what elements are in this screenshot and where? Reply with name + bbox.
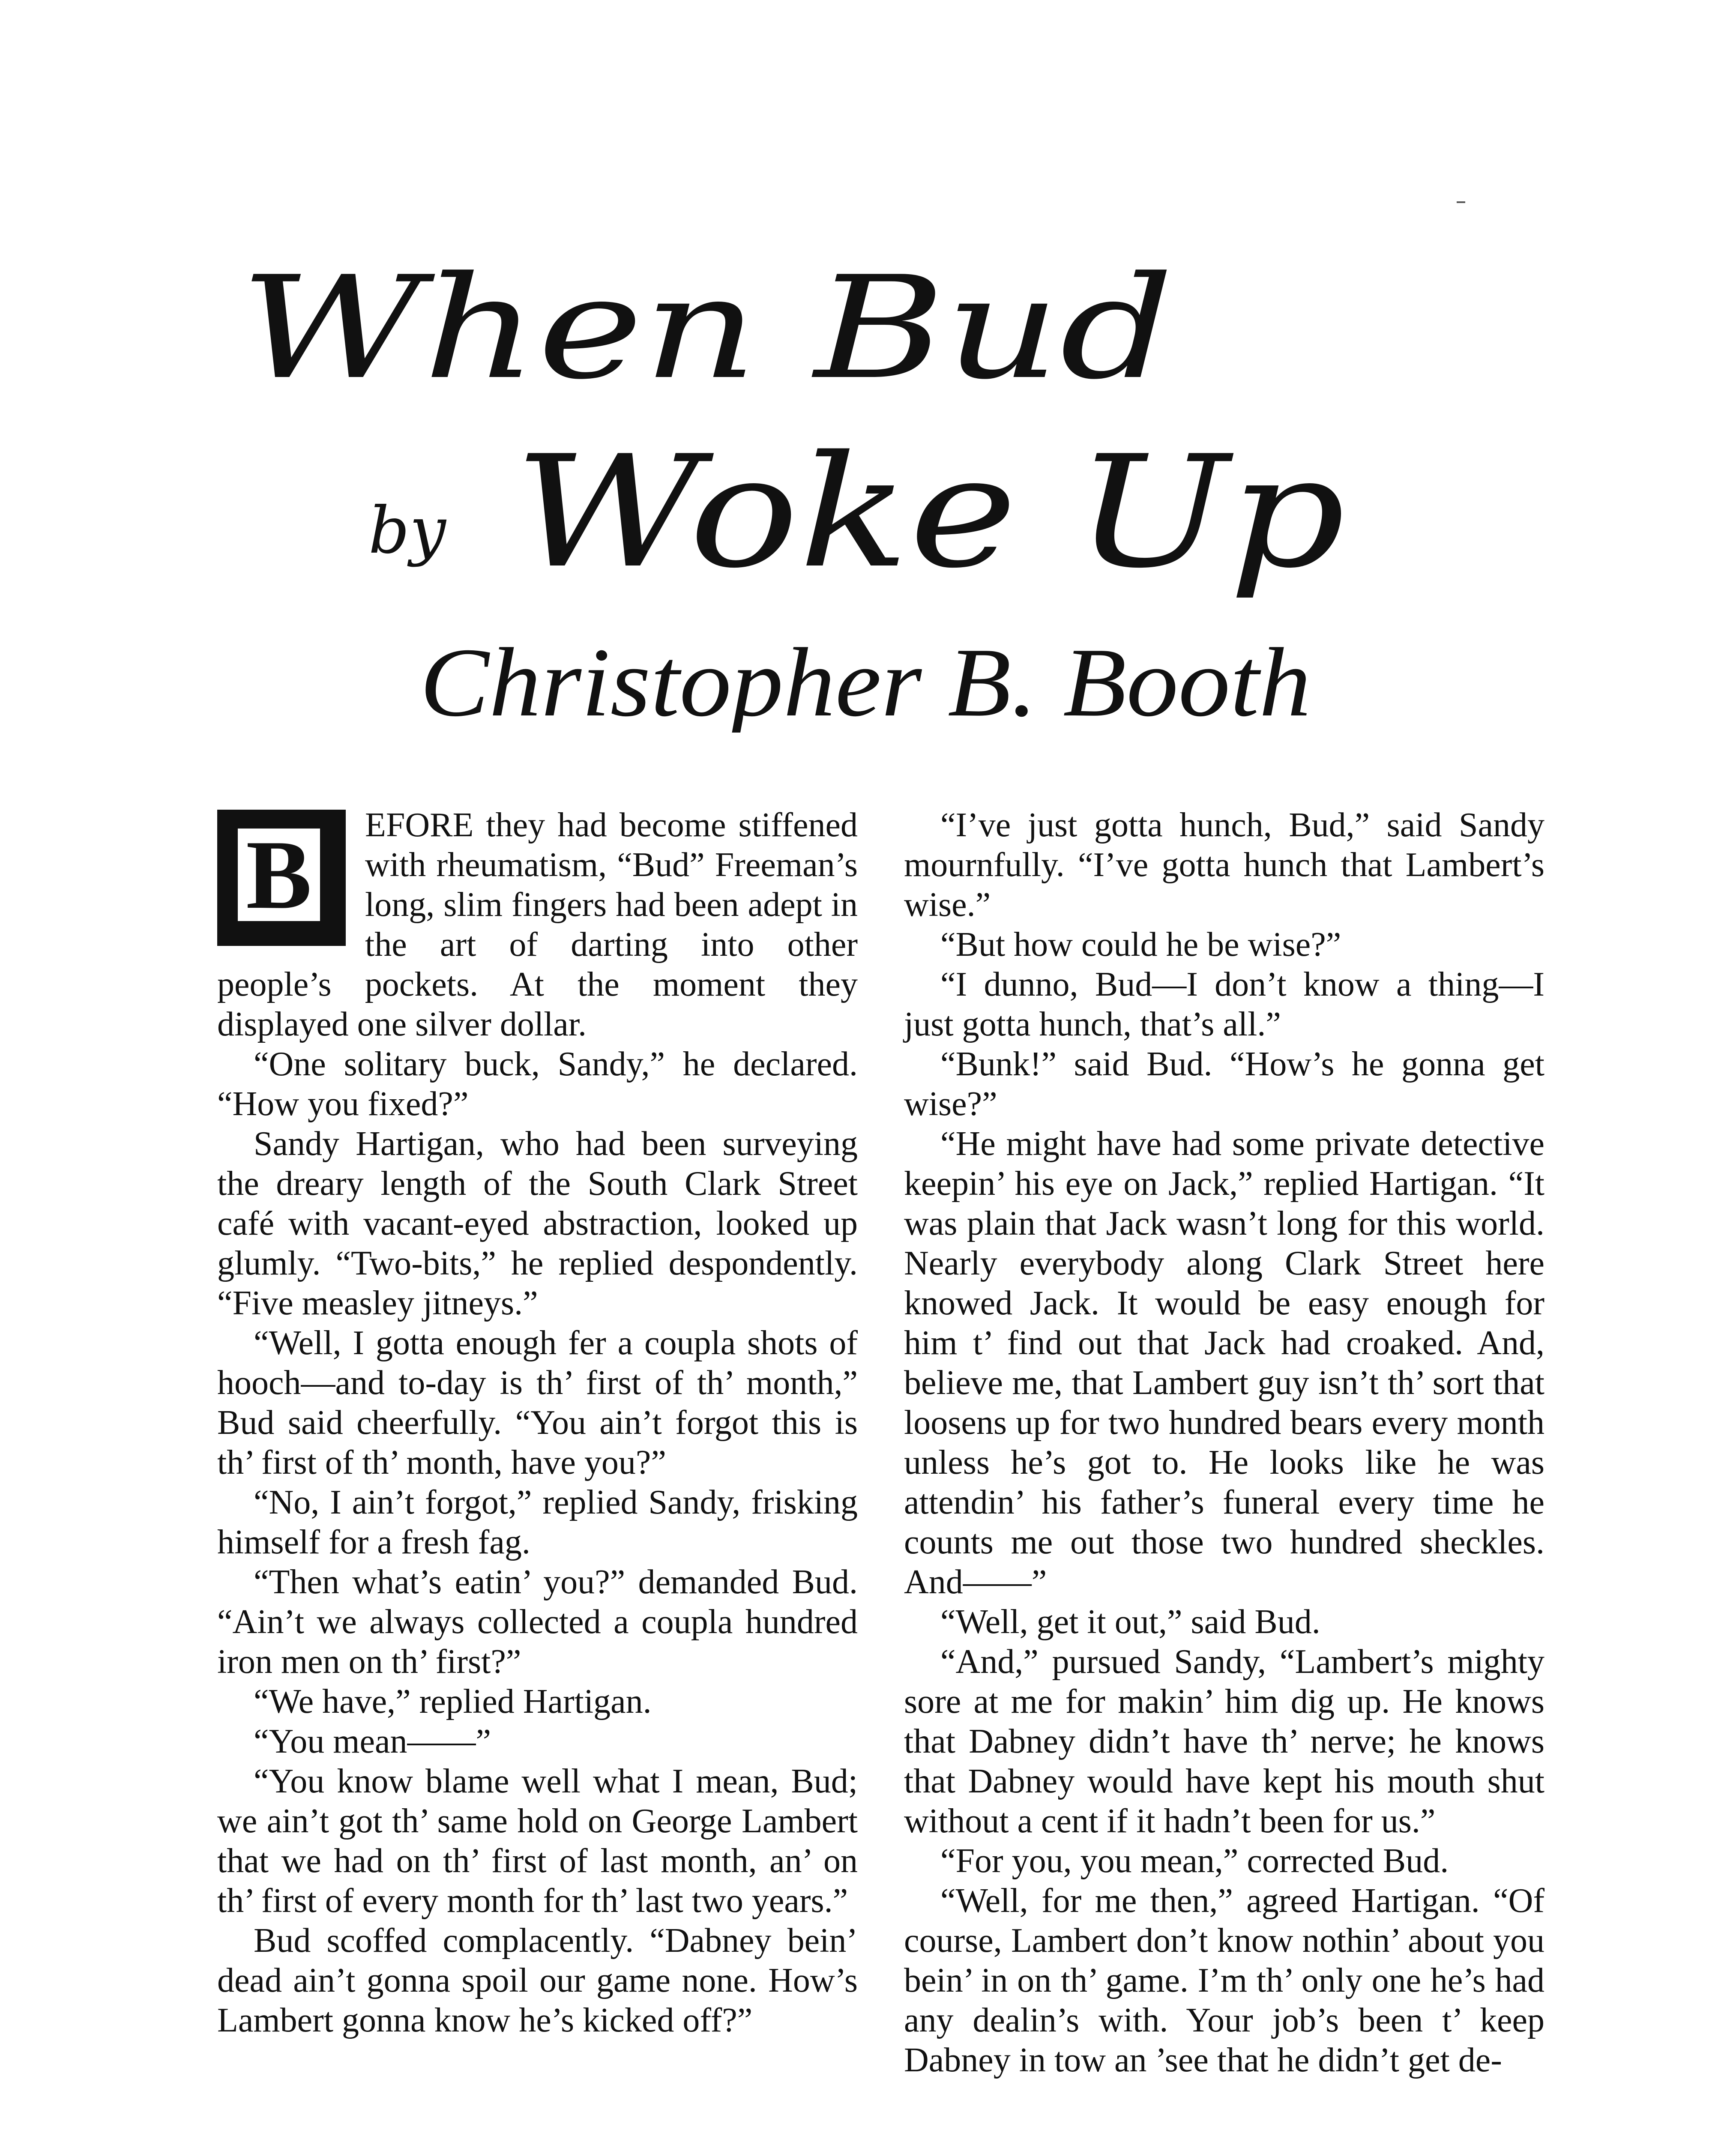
paragraph: “He might have had some private detective keepin’ his eye on Jack,” replied Hartigan. “It was plain that Jack wasn’t long for this world. Nearly everybody along Clark Street here knowed Jack. It would be easy enough for him t’ find out that Jack had croaked. And, believe me, that Lambert guy isn’t th’ sort that loosens up for two hundred bears every month unless he’s got to. He looks like he was attendin’ his father’s funeral every time he counts me out those two hundred sheckles. And——”	[904, 1125, 1544, 1601]
paragraph: “For you, you mean,” corrected Bud.	[940, 1842, 1449, 1880]
paragraph: EFORE they had become stiffened with rheumatism, “Bud” Freeman’s long, slim fingers had been adept in the art of darting into other people’s pockets. At the moment they displayed one silver dollar.	[217, 806, 858, 1043]
paragraph: “Well, I gotta enough fer a coupla shots of hooch—and to-day is th’ first of th’ month,” Bud said cheerfully. “You ain’t forgot this is th’ first of th’ month, have you?”	[217, 1324, 858, 1481]
left-text-column	[217, 805, 858, 2040]
paragraph: “One solitary buck, Sandy,” he declared. “How you fixed?”	[217, 1045, 858, 1123]
story-title-lettering	[240, 240, 1397, 733]
right-text-column	[904, 805, 1544, 2080]
paragraph: “We have,” replied Hartigan.	[254, 1683, 652, 1720]
title-line-2: Woke Up	[514, 422, 1345, 602]
author-name: Christopher B. Booth	[420, 628, 1311, 733]
paragraph: “I dunno, Bud—I don’t know a thing—I just gotta hunch, that’s all.”	[904, 966, 1544, 1043]
paragraph: “You know blame well what I mean, Bud; we ain’t got th’ same hold on George Lambert that we had on th’ first of last month, an’ on th’ first of every month for th’ last two years.”	[217, 1762, 858, 1920]
paragraph: “I’ve just gotta hunch, Bud,” said Sandy mournfully. “I’ve gotta hunch that Lambert’s wise.”	[904, 806, 1544, 924]
paragraph: Bud scoffed complacently. “Dabney bein’ dead ain’t gonna spoil our game none. How’s Lambert gonna know he’s kicked off?”	[217, 1922, 858, 2039]
print-speck	[1457, 201, 1465, 203]
drop-cap	[217, 810, 346, 946]
paragraph: Sandy Hartigan, who had been surveying the dreary length of the South Clark Street café with vacant-eyed abstraction, looked up glumly. “Two-bits,” he replied despondently. “Five measley jitneys.”	[217, 1125, 858, 1322]
paragraph: “Well, get it out,” said Bud.	[940, 1603, 1320, 1641]
drop-cap-letter: B	[246, 820, 312, 929]
paragraph: “Then what’s eatin’ you?” demanded Bud. “Ain’t we always collected a coupla hundred iron men on th’ first?”	[217, 1563, 858, 1681]
title-svg	[240, 240, 1397, 733]
paragraph: “Well, for me then,” agreed Hartigan. “Of course, Lambert don’t know nothin’ about you bein’ in on th’ game. I’m th’ only one he’s had any dealin’s with. Your job’s been t’ keep Dabney in tow an ’see that he didn’t get de-	[904, 1882, 1544, 2079]
paragraph: “Bunk!” said Bud. “How’s he gonna get wise?”	[904, 1045, 1544, 1123]
paragraph: “But how could he be wise?”	[940, 926, 1341, 963]
byline-prefix: by	[368, 494, 446, 568]
paragraph: “No, I ain’t forgot,” replied Sandy, frisking himself for a fresh fag.	[217, 1484, 858, 1561]
paragraph: “You mean——”	[254, 1723, 491, 1760]
title-line-1: When Bud	[240, 246, 1174, 410]
paragraph: “And,” pursued Sandy, “Lambert’s mighty sore at me for makin’ him dig up. He knows that Dabney didn’t have th’ nerve; he knows that Dabney would have kept his mouth shut without a cent if it hadn’t been for us.”	[904, 1643, 1544, 1840]
